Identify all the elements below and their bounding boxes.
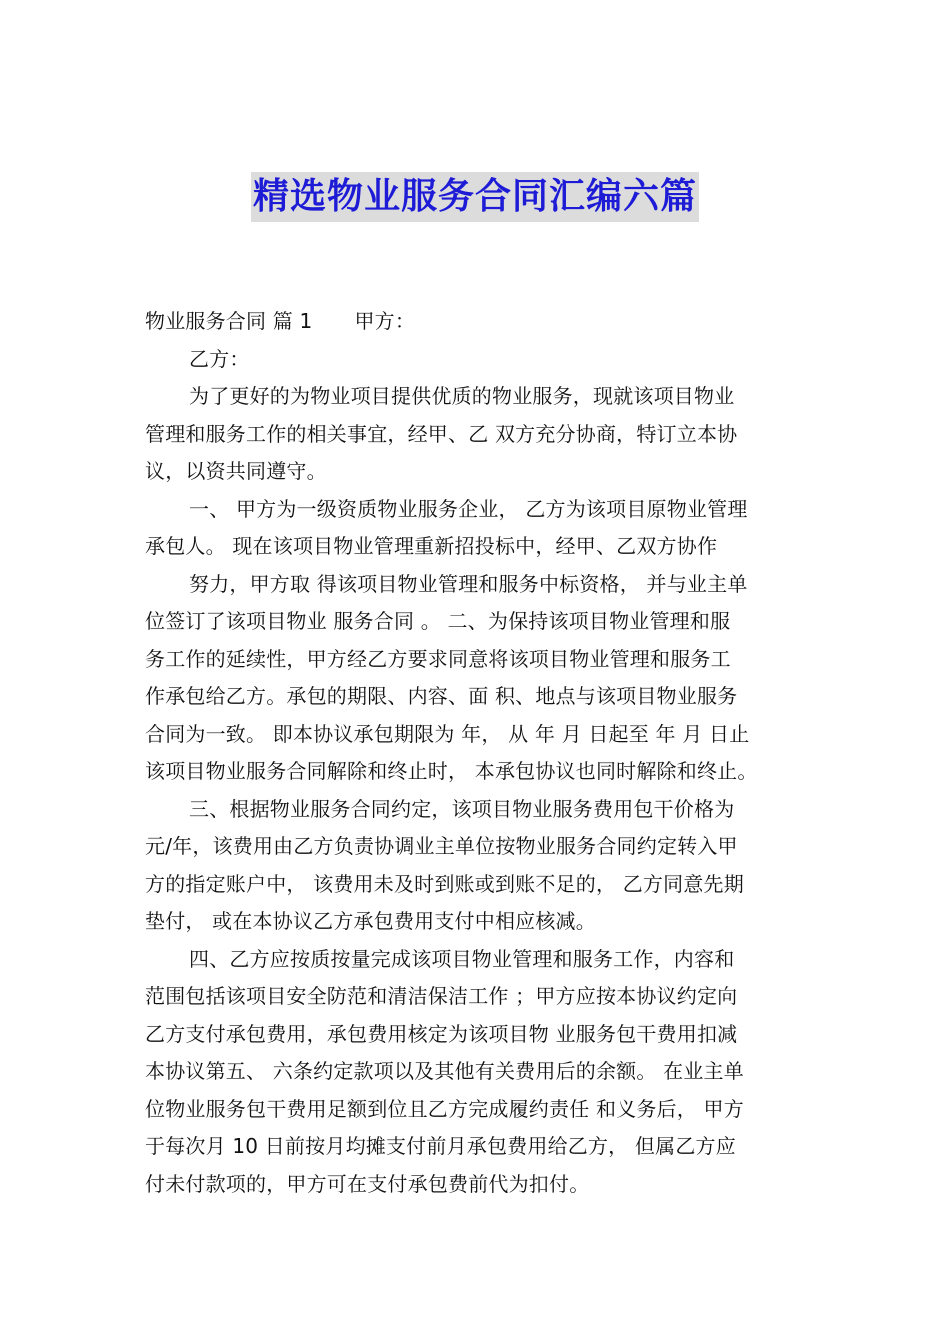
text-line: 该项目物业服务合同解除和终止时， 本承包协议也同时解除和终止。 bbox=[145, 759, 758, 783]
text-line: 议，以资共同遵守。 bbox=[145, 459, 327, 483]
text-line: 乙方： bbox=[189, 346, 250, 371]
text-line: 四、乙方应按质按量完成该项目物业管理和服务工作，内容和 bbox=[189, 946, 735, 971]
text-line: 垫付， 或在本协议乙方承包费用支付中相应核减。 bbox=[145, 909, 596, 933]
text-line: 一、 甲方为一级资质物业服务企业， 乙方为该项目原物业管理 bbox=[189, 496, 748, 521]
document-title: 精选物业服务合同汇编六篇 bbox=[251, 172, 699, 222]
text-line: 于每次月 10 日前按月均摊支付前月承包费用给乙方， 但属乙方应 bbox=[145, 1134, 736, 1158]
text-line: 乙方支付承包费用，承包费用核定为该项目物 业服务包干费用扣减 bbox=[145, 1021, 738, 1046]
section-label: 物业服务合同 篇 1 bbox=[145, 309, 313, 333]
text-line: 范围包括该项目安全防范和清洁保洁工作 ；甲方应按本协议约定向 bbox=[145, 984, 738, 1008]
text-line: 作承包给乙方。承包的期限、内容、面 积、地点与该项目物业服务 bbox=[145, 684, 738, 708]
section-header-line bbox=[145, 303, 810, 341]
text-line: 元/年，该费用由乙方负责协调业主单位按物业服务合同约定转入甲 bbox=[145, 834, 738, 858]
text-line: 努力，甲方取 得该项目物业管理和服务中标资格， 并与业主单 bbox=[189, 571, 748, 596]
paragraph-lines bbox=[145, 341, 810, 1204]
text-line: 务工作的延续性，甲方经乙方要求同意将该项目物业管理和服务工 bbox=[145, 646, 731, 671]
text-line: 承包人。 现在该项目物业管理重新招投标中，经甲、乙双方协作 bbox=[145, 534, 718, 558]
text-line: 合同为一致。 即本协议承包期限为 年， 从 年 月 日起至 年 月 日止 bbox=[145, 721, 750, 746]
text-line: 付未付款项的，甲方可在支付承包费前代为扣付。 bbox=[145, 1171, 590, 1196]
text-line: 管理和服务工作的相关事宜，经甲、乙 双方充分协商，特订立本协 bbox=[145, 421, 738, 446]
text-line: 方的指定账户中， 该费用未及时到账或到账不足的， 乙方同意先期 bbox=[145, 871, 744, 896]
text-line: 本协议第五、 六条约定款项以及其他有关费用后的余额。 在业主单 bbox=[145, 1059, 744, 1083]
text-line: 为了更好的为物业项目提供优质的物业服务，现就该项目物业 bbox=[189, 384, 735, 408]
text-line: 位签订了该项目物业 服务合同 。 二、为保持该项目物业管理和服 bbox=[145, 609, 731, 633]
document-body bbox=[145, 303, 810, 1203]
title-container bbox=[0, 172, 950, 222]
text-line: 三、根据物业服务合同约定，该项目物业服务费用包干价格为 bbox=[189, 796, 735, 821]
text-line: 位物业服务包干费用足额到位且乙方完成履约责任 和义务后， 甲方 bbox=[145, 1096, 744, 1121]
party-a-label: 甲方： bbox=[354, 309, 416, 333]
